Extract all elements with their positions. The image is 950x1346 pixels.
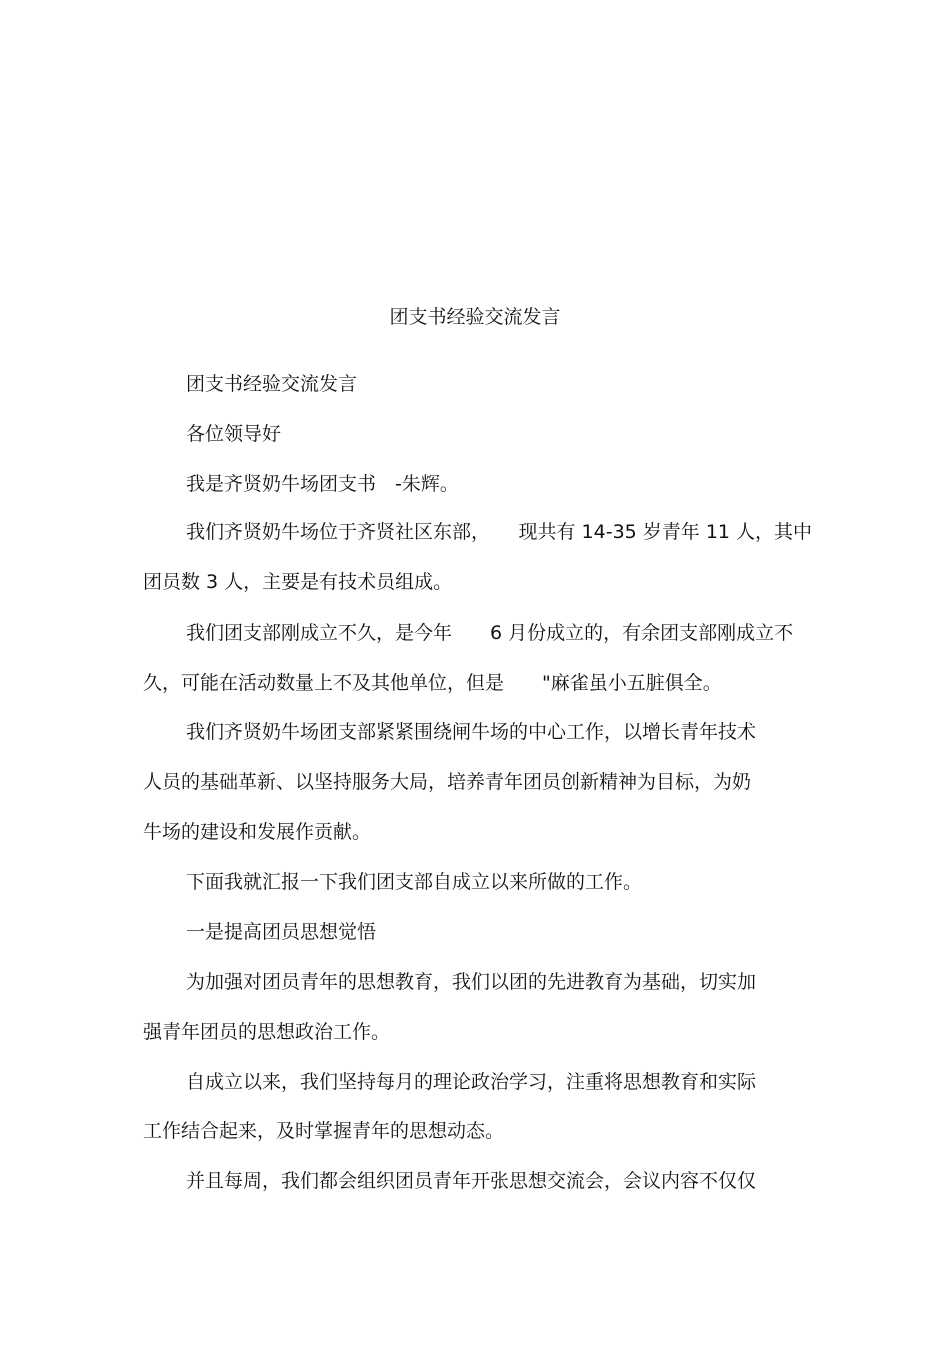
text-line: 自成立以来，我们坚持每月的理论政治学习，注重将思想教育和实际 xyxy=(186,1071,757,1093)
text-line: 我们齐贤奶牛场位于齐贤社区东部， 现共有 14-35 岁青年 11 人，其中 xyxy=(186,521,813,543)
text-line: 并且每周，我们都会组织团员青年开张思想交流会，会议内容不仅仅 xyxy=(186,1170,757,1192)
text-line: 我们团支部刚成立不久，是今年 6 月份成立的，有余团支部刚成立不 xyxy=(186,622,794,644)
text-line: 团支书经验交流发言 xyxy=(186,373,358,395)
text-line: 我是齐贤奶牛场团支书 -朱辉。 xyxy=(186,473,459,495)
text-line: 工作结合起来，及时掌握青年的思想动态。 xyxy=(143,1120,505,1142)
text-line: 各位领导好 xyxy=(186,423,282,445)
text-line: 强青年团员的思想政治工作。 xyxy=(143,1021,391,1043)
text-line: 下面我就汇报一下我们团支部自成立以来所做的工作。 xyxy=(186,871,643,893)
text-line: 团员数 3 人，主要是有技术员组成。 xyxy=(143,571,453,593)
text-line: 为加强对团员青年的思想教育，我们以团的先进教育为基础，切实加 xyxy=(186,971,757,993)
text-line: 我们齐贤奶牛场团支部紧紧围绕闸牛场的中心工作，以增长青年技术 xyxy=(186,721,757,743)
text-line: 人员的基础革新、以坚持服务大局，培养青年团员创新精神为目标，为奶 xyxy=(143,771,752,793)
document-title: 团支书经验交流发言 xyxy=(389,306,561,328)
text-line: 牛场的建设和发展作贡献。 xyxy=(143,821,372,843)
text-line: 一是提高团员思想觉悟 xyxy=(186,921,377,943)
text-line: 久，可能在活动数量上不及其他单位，但是 "麻雀虽小五脏俱全。 xyxy=(143,672,722,694)
